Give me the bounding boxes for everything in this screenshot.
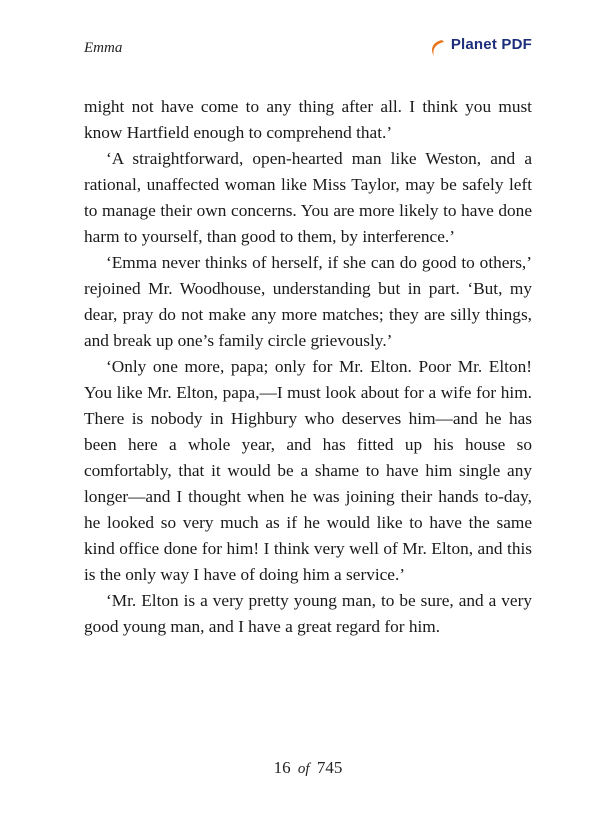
book-title: Emma	[84, 40, 123, 56]
page-header	[84, 38, 532, 62]
page-number: 16	[273, 758, 291, 777]
page-footer	[0, 758, 616, 778]
total-pages: 745	[316, 758, 343, 777]
paragraph: ‘A straightforward, open-hearted man like Weston, and a rational, unaffected woman like Miss Taylor, may be safely left to manage their own concerns. You are more likely to have done harm to yourself, than good to them, by interference.’	[84, 149, 532, 246]
paragraph: ‘Emma never thinks of herself, if she can do good to others,’ rejoined Mr. Woodhouse, understanding but in part. ‘But, my dear, pray do not make any more matches; they are silly things, and break up one’s family circle grievously.’	[84, 253, 532, 350]
logo-swoosh-icon	[428, 36, 448, 60]
of-word: of	[297, 761, 310, 777]
logo-text: Planet PDF	[450, 36, 532, 53]
paragraph: ‘Only one more, papa; only for Mr. Elton. Poor Mr. Elton! You like Mr. Elton, papa,—I must look about for a wife for him. There is nobody in Highbury who deserves him—and he has been here a whole year, and has fitted up his house so comfortably, that it would be a shame to have him single any longer—and I thought when he was joining their hands to-day, he looked so very much as if he would like to have the same kind office done for him! I think very well of Mr. Elton, and this is the only way I have of doing him a service.’	[84, 357, 532, 584]
paragraph-continued: might not have come to any thing after all. I think you must know Hartfield enough to comprehend that.’	[84, 97, 532, 142]
page-body	[84, 94, 532, 640]
planet-pdf-logo	[428, 36, 532, 60]
paragraph: ‘Mr. Elton is a very pretty young man, to be sure, and a very good young man, and I have a great regard for him.	[84, 591, 532, 636]
